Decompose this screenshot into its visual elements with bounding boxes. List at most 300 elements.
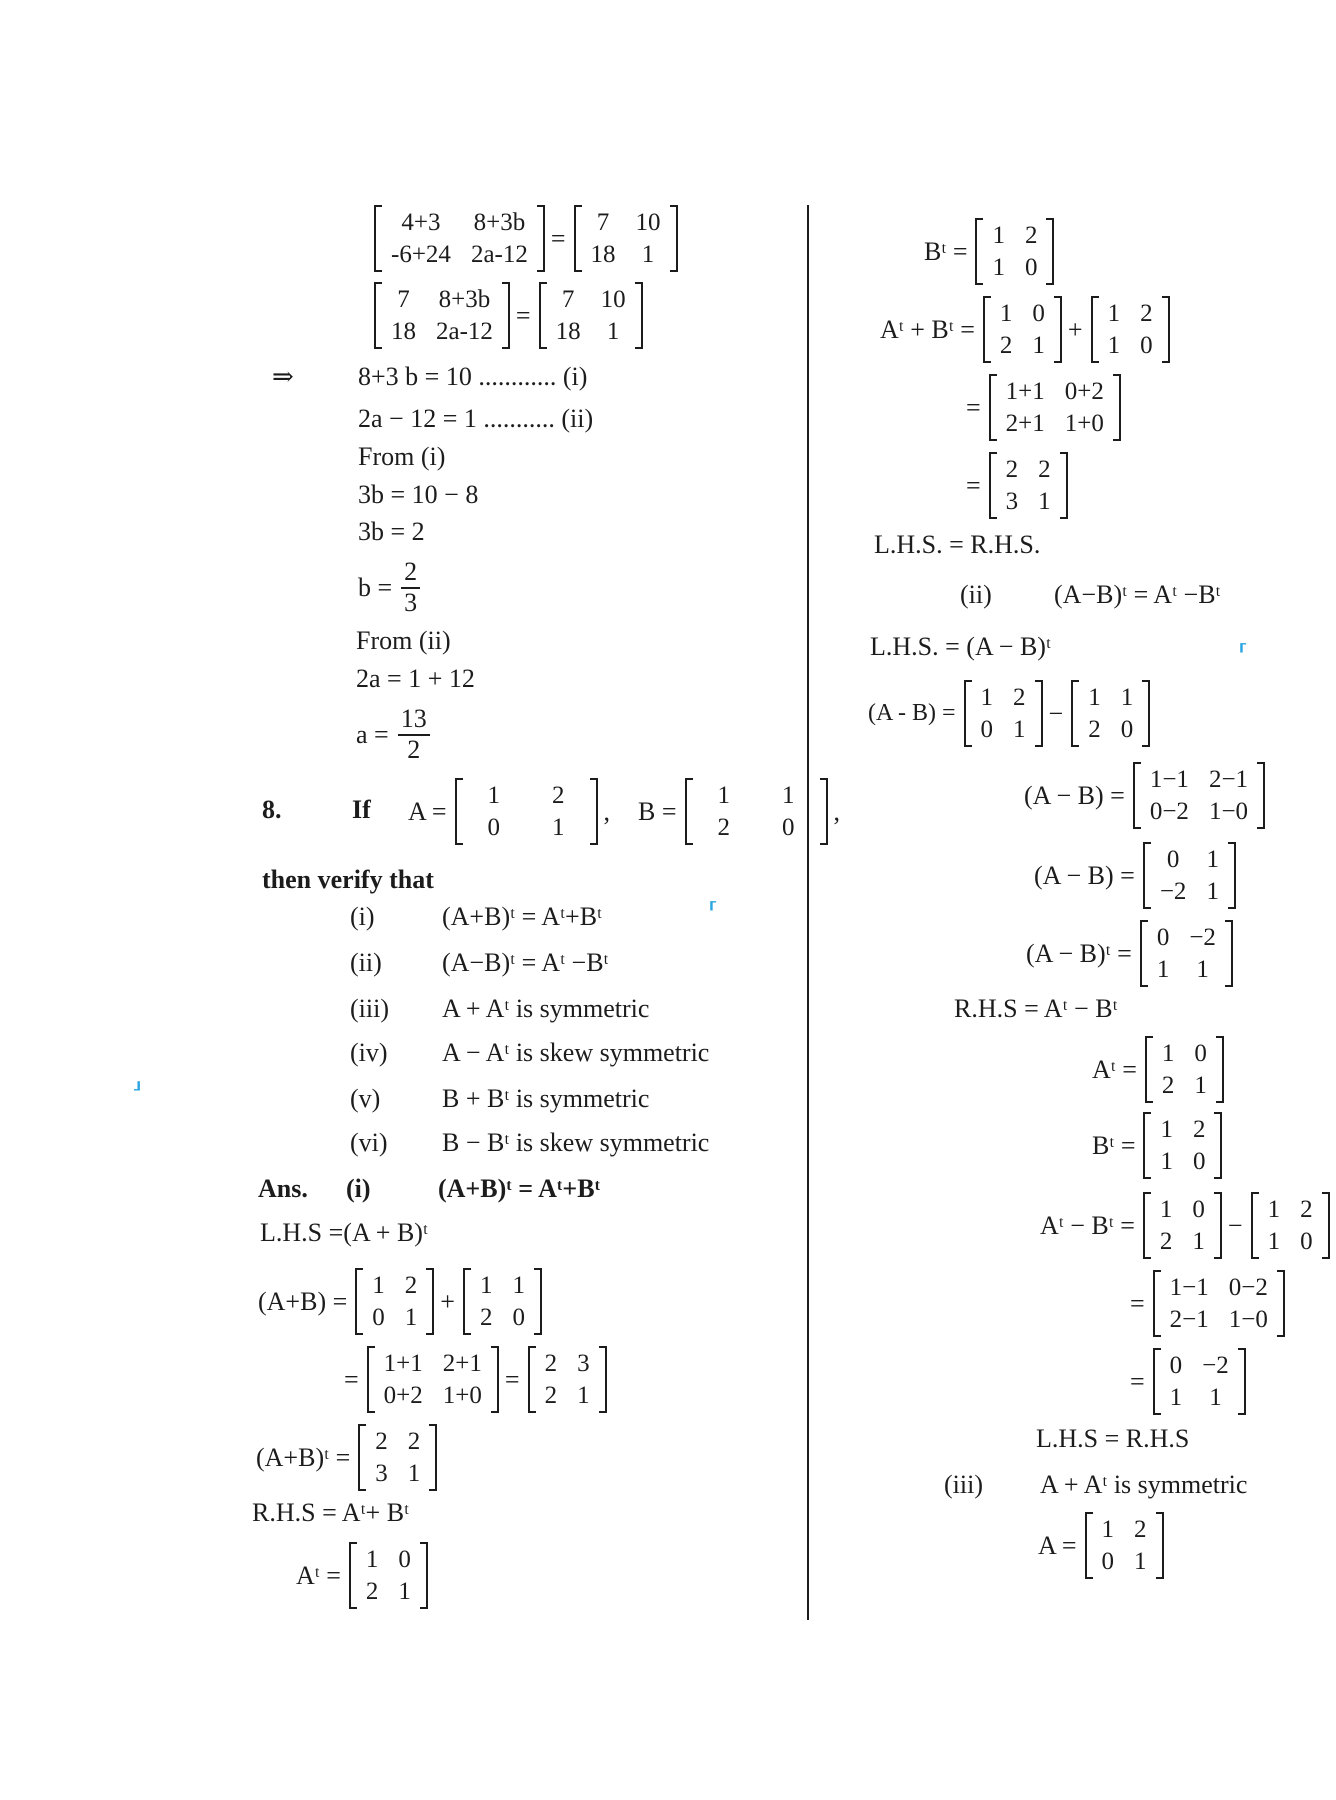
lhs-equals-rhs: L.H.S. = R.H.S. bbox=[874, 530, 1041, 559]
matrix-cell: 1 bbox=[999, 300, 1013, 327]
matrix-row bbox=[996, 376, 1114, 408]
matrix-cell: 10 bbox=[600, 286, 626, 313]
matrix-cell: 7 bbox=[397, 286, 410, 313]
matrix bbox=[455, 778, 598, 845]
matrix-cell: 1 bbox=[992, 253, 1005, 281]
matrix bbox=[1071, 680, 1150, 747]
part-statement: (A+B)ᵗ = Aᵗ+Bᵗ bbox=[442, 902, 603, 931]
matrix-cell: 2 bbox=[375, 1428, 388, 1455]
part-number: (ii) bbox=[350, 948, 382, 977]
equation-ii: 2a − 12 = 1 ........... (ii) bbox=[358, 404, 594, 433]
matrix-cell: 2−1 bbox=[1169, 1305, 1209, 1333]
part-number: (iii) bbox=[944, 1470, 983, 1499]
label: (A+B) = bbox=[258, 1286, 348, 1316]
fraction bbox=[401, 558, 420, 617]
matrix bbox=[463, 1268, 542, 1335]
fraction bbox=[398, 705, 430, 764]
matrix-cell: 2+1 bbox=[1005, 409, 1045, 437]
matrix-cell: 1−1 bbox=[1149, 766, 1189, 793]
matrix-cell: 4+3 bbox=[401, 209, 441, 236]
matrix-row bbox=[1160, 1304, 1278, 1336]
matrix-row bbox=[365, 1458, 430, 1490]
matrix-cell: 0 bbox=[1194, 1040, 1207, 1067]
matrix-row bbox=[1150, 1226, 1215, 1258]
matrix-cell: 1 bbox=[1169, 1383, 1183, 1411]
matrix-cell: 1 bbox=[552, 813, 565, 841]
matrix-cell: 1 bbox=[398, 1577, 411, 1605]
at-minus-bt-equation bbox=[1040, 1192, 1336, 1259]
equals-sign: = bbox=[966, 392, 981, 422]
matrix-cell: 1−1 bbox=[1169, 1274, 1209, 1301]
matrix-cell: 1 bbox=[1032, 331, 1045, 359]
matrix-row bbox=[362, 1302, 427, 1334]
matrix-row bbox=[1147, 922, 1226, 954]
matrix-cell: 1 bbox=[1161, 1040, 1175, 1067]
matrix-cell: 1 bbox=[1267, 1227, 1281, 1255]
matrix-grid bbox=[990, 298, 1055, 361]
matrix-row bbox=[1150, 1114, 1215, 1146]
matrix-row bbox=[1150, 1146, 1215, 1178]
matrix bbox=[989, 374, 1121, 441]
matrix bbox=[574, 205, 678, 272]
comma: , bbox=[833, 796, 841, 826]
a-transpose bbox=[296, 1542, 434, 1609]
rhs-line: R.H.S = Aᵗ+ Bᵗ bbox=[252, 1498, 410, 1527]
step-text: 3b = 10 − 8 bbox=[358, 480, 479, 509]
matrix-grid bbox=[381, 284, 503, 347]
matrix-grid bbox=[1152, 1038, 1217, 1101]
a-minus-b-diff bbox=[1024, 762, 1271, 829]
matrix bbox=[349, 1542, 428, 1609]
matrix-grid bbox=[1150, 844, 1229, 907]
matrix-cell: 1 bbox=[1038, 487, 1051, 515]
matrix-cell: 1 bbox=[1206, 846, 1219, 873]
matrix-cell: 1 bbox=[1156, 955, 1170, 983]
matrix-grid bbox=[462, 780, 591, 843]
matrix-cell: 18 bbox=[391, 317, 416, 345]
at-plus-bt-sum bbox=[966, 374, 1127, 441]
matrix-row bbox=[996, 408, 1114, 440]
part-number: (iv) bbox=[350, 1038, 388, 1067]
label: Aᵗ = bbox=[296, 1560, 341, 1590]
matrix-cell: 2 bbox=[365, 1577, 379, 1605]
matrix-row bbox=[462, 780, 591, 812]
matrix-grid bbox=[1160, 1272, 1278, 1335]
part-number: (i) bbox=[350, 902, 375, 931]
matrix-grid bbox=[1150, 1194, 1215, 1257]
matrix-row bbox=[381, 207, 538, 239]
step-text: From (ii) bbox=[356, 626, 451, 655]
matrix-row bbox=[1160, 1382, 1239, 1414]
matrix-row bbox=[996, 454, 1061, 486]
at-minus-bt-diff bbox=[1130, 1270, 1291, 1337]
matrix-row bbox=[990, 330, 1055, 362]
step-text: a = bbox=[356, 719, 389, 749]
matrix-cell: 1 bbox=[641, 240, 655, 268]
at-minus-bt-result bbox=[1130, 1348, 1252, 1415]
matrix-cell: 18 bbox=[555, 317, 581, 345]
matrix-row bbox=[1098, 298, 1163, 330]
matrix-cell: 1 bbox=[1107, 300, 1121, 327]
matrix-row bbox=[381, 316, 503, 348]
matrix-row bbox=[1258, 1226, 1323, 1258]
matrix-cell: 1 bbox=[717, 782, 731, 809]
matrix-cell: 1 bbox=[1120, 684, 1134, 711]
matrix-cell: 2+1 bbox=[442, 1350, 482, 1377]
matrix bbox=[1140, 920, 1233, 987]
matrix bbox=[964, 680, 1043, 747]
scan-mark: ⸢ bbox=[708, 898, 719, 927]
matrix-cell: 2 bbox=[479, 1303, 493, 1331]
matrix-grid bbox=[365, 1426, 430, 1489]
matrix-cell: 0−2 bbox=[1228, 1274, 1268, 1301]
matrix-row bbox=[1150, 876, 1229, 908]
matrix-grid bbox=[982, 220, 1047, 283]
matrix-cell: 3 bbox=[1005, 487, 1019, 515]
matrix-cell: 1 bbox=[1159, 1196, 1173, 1223]
matrix-cell: 2 bbox=[407, 1428, 421, 1455]
matrix-cell: 2 bbox=[1005, 456, 1019, 483]
answer-part-number: (i) bbox=[346, 1174, 371, 1203]
matrix-cell: 0 bbox=[372, 1303, 385, 1331]
rhs-line: R.H.S = Aᵗ − Bᵗ bbox=[954, 994, 1118, 1023]
question-if: If bbox=[352, 795, 371, 824]
matrix-row bbox=[1092, 1514, 1157, 1546]
question-number: 8. bbox=[262, 795, 282, 824]
matrix bbox=[975, 218, 1054, 285]
matrix bbox=[1091, 296, 1170, 363]
matrix bbox=[374, 205, 545, 272]
part-statement: B + Bᵗ is symmetric bbox=[442, 1084, 650, 1113]
matrix-cell: 2 bbox=[999, 331, 1013, 359]
matrix-row bbox=[356, 1544, 421, 1576]
matrix-cell: 1+1 bbox=[383, 1350, 423, 1377]
matrix bbox=[685, 778, 828, 845]
equals-sign: = bbox=[966, 470, 981, 500]
matrix-row bbox=[535, 1380, 600, 1412]
scan-mark: ⸥ bbox=[132, 1064, 143, 1093]
part-number: (iii) bbox=[350, 994, 389, 1023]
matrix-cell: 1 bbox=[1196, 955, 1209, 983]
matrix bbox=[1085, 1512, 1164, 1579]
answer-label: Ans. bbox=[258, 1174, 308, 1203]
matrix-cell: 1−0 bbox=[1208, 797, 1249, 825]
matrix-cell: −2 bbox=[1202, 1352, 1229, 1379]
at-plus-bt-result bbox=[966, 452, 1074, 519]
matrix-cell: 0 bbox=[1140, 331, 1153, 359]
label: (A − B)ᵗ = bbox=[1026, 938, 1132, 968]
matrix-cell: 2 bbox=[552, 782, 565, 809]
label: Aᵗ − Bᵗ = bbox=[1040, 1210, 1135, 1240]
matrix-row bbox=[1258, 1194, 1323, 1226]
matrix-row bbox=[692, 812, 821, 844]
matrix-cell: 1+0 bbox=[1064, 409, 1104, 437]
part-number: (v) bbox=[350, 1084, 381, 1113]
matrix-cell: 8+3b bbox=[438, 286, 491, 313]
matrix-row bbox=[374, 1348, 492, 1380]
matrix-row bbox=[1140, 796, 1258, 828]
matrix-row bbox=[470, 1270, 535, 1302]
part-statement: (A−B)ᵗ = Aᵗ −Bᵗ bbox=[1054, 580, 1221, 609]
matrix-cell: 0 bbox=[1192, 1196, 1205, 1223]
matrix-cell: 1 bbox=[479, 1272, 493, 1299]
matrix-cell: 1−0 bbox=[1228, 1305, 1268, 1333]
matrix-row bbox=[1147, 954, 1226, 986]
matrix-grid bbox=[1140, 764, 1258, 827]
matrix-grid bbox=[374, 1348, 492, 1411]
a-minus-b-result bbox=[1034, 842, 1242, 909]
matrix-cell: 2 bbox=[1038, 456, 1051, 483]
matrix-row bbox=[535, 1348, 600, 1380]
part-statement: (A−B)ᵗ = Aᵗ −Bᵗ bbox=[442, 948, 609, 977]
step-text: 3b = 2 bbox=[358, 517, 425, 546]
matrix-cell: 0 bbox=[1166, 846, 1180, 873]
matrix-cell: 0−2 bbox=[1149, 797, 1189, 825]
matrix-cell: −2 bbox=[1159, 877, 1187, 905]
matrix-cell: 0 bbox=[980, 715, 994, 743]
equals-sign: = bbox=[1130, 1366, 1145, 1396]
matrix-cell: 10 bbox=[635, 209, 661, 236]
matrix bbox=[528, 1346, 607, 1413]
matrix-cell: 1 bbox=[980, 684, 994, 711]
matrix bbox=[1143, 1112, 1222, 1179]
matrix-grid bbox=[1160, 1350, 1239, 1413]
matrix-row bbox=[982, 252, 1047, 284]
label: (A − B) = bbox=[1024, 780, 1125, 810]
matrix-row bbox=[381, 284, 503, 316]
matrix-cell: 1 bbox=[577, 1381, 590, 1409]
matrix bbox=[539, 282, 643, 349]
matrix-cell: 0 bbox=[782, 813, 795, 841]
equals-sign: = bbox=[344, 1364, 359, 1394]
matrix bbox=[374, 282, 510, 349]
matrix-grid bbox=[470, 1270, 535, 1333]
matrix-cell: 0 bbox=[398, 1546, 411, 1573]
verify-heading: then verify that bbox=[262, 865, 434, 894]
matrix-cell: 2a-12 bbox=[436, 317, 493, 345]
matrix bbox=[1251, 1192, 1330, 1259]
matrix-row bbox=[1150, 1194, 1215, 1226]
matrix-cell: 1 bbox=[1206, 877, 1219, 905]
matrix bbox=[983, 296, 1062, 363]
matrix-grid bbox=[1092, 1514, 1157, 1577]
matrix-grid bbox=[1258, 1194, 1323, 1257]
matrix-cell: 2 bbox=[717, 813, 731, 841]
matrix-row bbox=[581, 207, 671, 239]
matrix-cell: 1 bbox=[606, 317, 620, 345]
matrix-grid bbox=[971, 682, 1036, 745]
matrix-row bbox=[990, 298, 1055, 330]
matrix-cell: 0 bbox=[1120, 715, 1134, 743]
matrix-cell: 2 bbox=[1161, 1071, 1175, 1099]
label: (A+B)ᵗ = bbox=[256, 1442, 351, 1472]
matrix-cell: 1 bbox=[487, 782, 501, 809]
matrix-cell: −2 bbox=[1189, 924, 1216, 951]
part-number: (ii) bbox=[960, 580, 992, 609]
matrix-cell: 1 bbox=[365, 1546, 379, 1573]
matrix-cell: 0 bbox=[1024, 253, 1038, 281]
equals-sign: = bbox=[504, 1364, 520, 1394]
matrix-cell: 2 bbox=[1088, 715, 1101, 743]
matrix-row bbox=[982, 220, 1047, 252]
matrix-row bbox=[1078, 714, 1143, 746]
matrix-grid bbox=[1098, 298, 1163, 361]
a-plus-b-transpose bbox=[256, 1424, 443, 1491]
matrix-cell: 2 bbox=[1140, 300, 1153, 327]
matrix-cell: 8+3b bbox=[473, 209, 526, 236]
b-transpose bbox=[924, 218, 1060, 285]
equation-i: 8+3 b = 10 ............ (i) bbox=[358, 362, 588, 391]
matrix-cell: 2 bbox=[1192, 1116, 1206, 1143]
matrix-cell: 2 bbox=[1159, 1227, 1173, 1255]
matrix-cell: 1 bbox=[1194, 1071, 1207, 1099]
part-statement: A − Aᵗ is skew symmetric bbox=[442, 1038, 710, 1067]
matrix-row bbox=[1098, 330, 1163, 362]
matrix-row bbox=[1140, 764, 1258, 796]
label: Aᵗ = bbox=[1092, 1054, 1137, 1084]
part-statement: A + Aᵗ is symmetric bbox=[1040, 1470, 1248, 1499]
a-minus-b-equation bbox=[868, 680, 1156, 747]
matrix-grid bbox=[356, 1544, 421, 1607]
matrix-cell: 0 bbox=[1169, 1352, 1183, 1379]
matrix-grid bbox=[535, 1348, 600, 1411]
matrix-cell: 1 bbox=[1101, 1516, 1115, 1543]
matrix-cell: 2 bbox=[1024, 222, 1038, 249]
column-divider bbox=[807, 205, 809, 1620]
matrix-cell: 3 bbox=[375, 1459, 388, 1487]
matrix-equation-1 bbox=[372, 205, 684, 272]
b-transpose bbox=[1092, 1112, 1228, 1179]
matrix-cell: 0 bbox=[1300, 1227, 1313, 1255]
plus-sign: + bbox=[1067, 314, 1083, 344]
matrix-grid bbox=[692, 780, 821, 843]
matrix-row bbox=[362, 1270, 427, 1302]
matrix bbox=[1143, 1192, 1222, 1259]
lhs-line: L.H.S. = (A − B)ᵗ bbox=[870, 632, 1051, 661]
matrix-grid bbox=[362, 1270, 427, 1333]
matrix-cell: 3 bbox=[577, 1350, 590, 1377]
matrix-cell: 2−1 bbox=[1208, 766, 1249, 793]
matrix bbox=[989, 452, 1068, 519]
matrix-grid bbox=[1078, 682, 1143, 745]
part-statement: B − Bᵗ is skew symmetric bbox=[442, 1128, 710, 1157]
implies-arrow: ⇒ bbox=[272, 362, 294, 391]
minus-sign: − bbox=[1227, 1210, 1243, 1240]
matrix bbox=[1143, 842, 1236, 909]
matrix-row bbox=[1160, 1272, 1278, 1304]
matrix-cell: 1 bbox=[782, 782, 795, 809]
matrix-grid bbox=[1150, 1114, 1215, 1177]
matrix-cell: 0 bbox=[1101, 1547, 1115, 1575]
matrix-cell: 2 bbox=[1300, 1196, 1313, 1223]
a-plus-b-sum bbox=[344, 1346, 613, 1413]
matrix-equation-2 bbox=[372, 282, 649, 349]
plus-sign: + bbox=[440, 1286, 455, 1316]
matrix-grid bbox=[581, 207, 671, 270]
equals-sign: = bbox=[550, 223, 566, 253]
matrix-row bbox=[381, 239, 538, 271]
matrix-cell: 7 bbox=[596, 209, 610, 236]
matrix-grid bbox=[381, 207, 538, 270]
lhs-line: L.H.S =(A + B)ᵗ bbox=[260, 1218, 428, 1247]
matrix-cell: 1 bbox=[1160, 1116, 1173, 1143]
matrix-cell: 1 bbox=[1209, 1383, 1222, 1411]
matrix-row bbox=[996, 486, 1061, 518]
matrix-cell: 1 bbox=[992, 222, 1005, 249]
matrix-cell: -6+24 bbox=[391, 240, 451, 268]
matrix bbox=[1145, 1036, 1224, 1103]
matrix-row bbox=[1092, 1546, 1157, 1578]
label: Bᵗ = bbox=[924, 236, 968, 266]
matrix-cell: 0 bbox=[1192, 1147, 1206, 1175]
matrix bbox=[1153, 1270, 1285, 1337]
matrix-cell: 1 bbox=[372, 1272, 385, 1299]
lhs-equals-rhs: L.H.S = R.H.S bbox=[1036, 1424, 1190, 1453]
at-plus-bt-equation bbox=[880, 296, 1176, 363]
matrix-cell: 1+0 bbox=[442, 1381, 482, 1409]
label: B = bbox=[638, 796, 677, 826]
label: (A - B) = bbox=[868, 700, 956, 726]
equals-sign: = bbox=[1130, 1288, 1145, 1318]
matrix-row bbox=[546, 284, 636, 316]
matrix-cell: 1 bbox=[407, 1459, 421, 1487]
minus-sign: − bbox=[1048, 698, 1064, 728]
matrix-row bbox=[546, 316, 636, 348]
matrix-row bbox=[470, 1302, 535, 1334]
matrix-cell: 1 bbox=[404, 1303, 418, 1331]
matrix-row bbox=[1152, 1038, 1217, 1070]
matrix-cell: 0 bbox=[487, 813, 501, 841]
matrix-cell: 0+2 bbox=[1064, 378, 1104, 405]
matrix-cell: 2 bbox=[1013, 684, 1026, 711]
matrix-grid bbox=[996, 454, 1061, 517]
matrix bbox=[355, 1268, 434, 1335]
matrix-cell: 0 bbox=[1032, 300, 1045, 327]
matrix-cell: 1+1 bbox=[1005, 378, 1045, 405]
matrix-row bbox=[374, 1380, 492, 1412]
scan-mark: ⸢ bbox=[1238, 640, 1249, 669]
matrix-row bbox=[1152, 1070, 1217, 1102]
a-plus-b-equation bbox=[258, 1268, 548, 1335]
b-value bbox=[358, 558, 426, 617]
matrix-cell: 1 bbox=[1107, 331, 1121, 359]
a-minus-b-transpose bbox=[1026, 920, 1239, 987]
label: Bᵗ = bbox=[1092, 1130, 1136, 1160]
denominator: 2 bbox=[407, 734, 421, 764]
matrix-cell: 18 bbox=[590, 240, 616, 268]
step-text: b = bbox=[358, 572, 393, 602]
matrix-row bbox=[462, 812, 591, 844]
equals-sign: = bbox=[515, 300, 531, 330]
matrix bbox=[367, 1346, 499, 1413]
matrix-cell: 1 bbox=[1134, 1547, 1147, 1575]
matrix-row bbox=[365, 1426, 430, 1458]
matrix-grid bbox=[1147, 922, 1226, 985]
matrix-row bbox=[356, 1576, 421, 1608]
matrix-row bbox=[1150, 844, 1229, 876]
matrix-cell: 1 bbox=[1013, 715, 1026, 743]
matrix-cell: 0 bbox=[1156, 924, 1170, 951]
label: (A − B) = bbox=[1034, 860, 1135, 890]
matrix bbox=[1153, 1348, 1246, 1415]
matrix-row bbox=[1078, 682, 1143, 714]
label: A = bbox=[1038, 1530, 1077, 1560]
matrix-row bbox=[1160, 1350, 1239, 1382]
comma: , bbox=[603, 796, 611, 826]
matrix-A-definition bbox=[408, 778, 846, 845]
matrix-row bbox=[692, 780, 821, 812]
matrix-cell: 1 bbox=[1088, 684, 1101, 711]
